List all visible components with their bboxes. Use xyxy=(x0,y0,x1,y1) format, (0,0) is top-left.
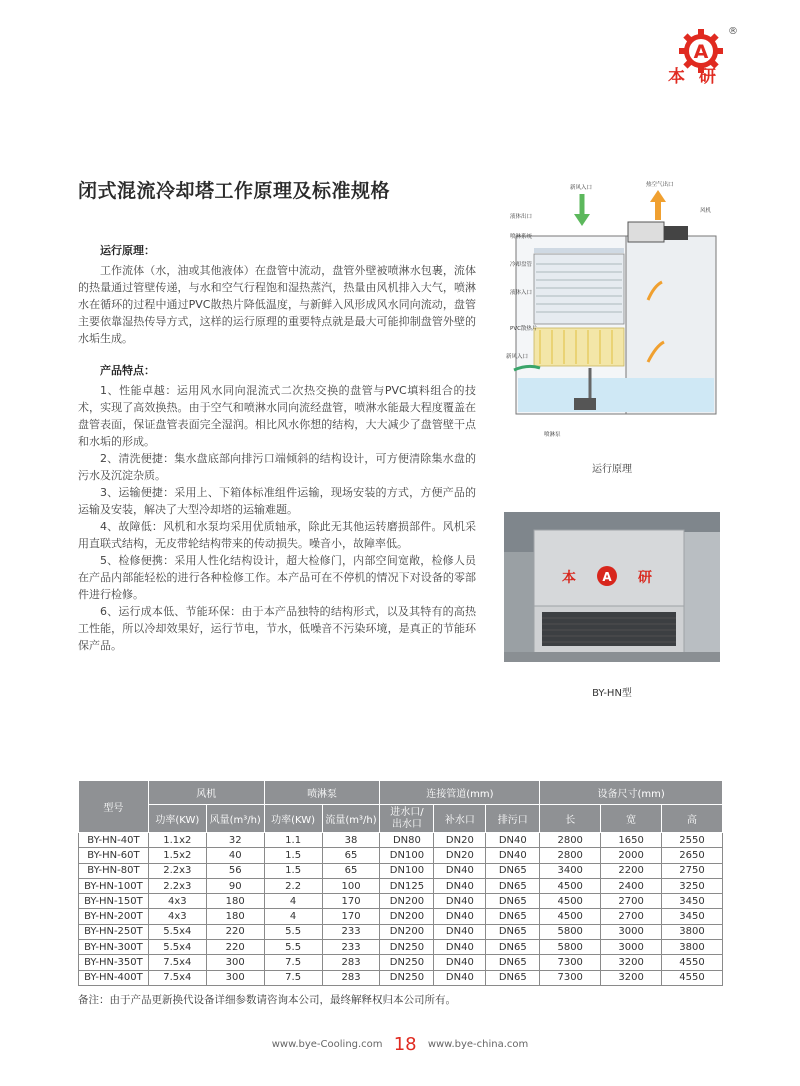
table-cell: BY-HN-400T xyxy=(79,970,149,985)
table-cell: DN40 xyxy=(434,863,486,878)
table-cell: BY-HN-100T xyxy=(79,878,149,893)
table-cell: 56 xyxy=(206,863,264,878)
table-cell: DN80 xyxy=(380,833,434,848)
table-cell: DN200 xyxy=(380,894,434,909)
table-cell: DN40 xyxy=(434,909,486,924)
table-cell: 180 xyxy=(206,909,264,924)
table-cell: 180 xyxy=(206,894,264,909)
photo-brand-right: 研 xyxy=(638,570,652,586)
table-cell: 3800 xyxy=(662,940,723,955)
table-cell: DN40 xyxy=(434,970,486,985)
photo-brand-left: 本 xyxy=(562,570,576,586)
table-cell: BY-HN-80T xyxy=(79,863,149,878)
table-cell: 2650 xyxy=(662,848,723,863)
page-title: 闭式混流冷却塔工作原理及标准规格 xyxy=(78,180,391,202)
fresh-air-arrow-head xyxy=(574,214,590,226)
footer-right-url[interactable]: www.bye-china.com xyxy=(427,1039,529,1050)
coil-section xyxy=(534,254,624,324)
table-row xyxy=(79,909,723,924)
registered-mark: ® xyxy=(728,26,738,37)
th-pump: 喷淋泵 xyxy=(264,781,380,805)
table-cell: 90 xyxy=(206,878,264,893)
th-fan: 风机 xyxy=(148,781,264,805)
table-cell: 233 xyxy=(322,924,380,939)
operation-heading: 运行原理： xyxy=(100,244,155,257)
operation-section xyxy=(78,242,476,347)
table-cell: DN65 xyxy=(486,970,540,985)
table-cell: DN40 xyxy=(486,848,540,863)
tower-intake-louver xyxy=(542,612,676,646)
table-cell: 4500 xyxy=(540,909,601,924)
table-cell: 5800 xyxy=(540,940,601,955)
th-size: 设备尺寸(mm) xyxy=(540,781,723,805)
th-pump-flow: 流量(m³/h) xyxy=(322,805,380,833)
operation-body: 工作流体（水，油或其他液体）在盘管中流动，盘管外壁被喷淋水包裹，流体的热量通过管壁传递，与水和空气行程饱和湿热蒸汽，热量由风机排入大气，喷淋水在循环的过程中通过PVC散热片降低温度，与新鲜入风形成风水同向流动，盘管主要依靠湿热传导方式，这样的运行原理的重要特点就是最大可能抑制盘管外壁的水垢生成。 xyxy=(78,264,476,345)
table-cell: 5.5 xyxy=(264,924,322,939)
label-fan: 风机 xyxy=(700,208,712,214)
brand-logo xyxy=(666,26,738,87)
table-cell: DN65 xyxy=(486,955,540,970)
table-cell: 3450 xyxy=(662,909,723,924)
th-height: 高 xyxy=(662,805,723,833)
features-heading: 产品特点： xyxy=(100,364,155,377)
table-cell: 1650 xyxy=(601,833,662,848)
table-cell: DN200 xyxy=(380,909,434,924)
table-row xyxy=(79,833,723,848)
table-cell: 4 xyxy=(264,894,322,909)
table-row xyxy=(79,894,723,909)
features-section xyxy=(78,362,476,654)
table-cell: 3800 xyxy=(662,924,723,939)
table-cell: 300 xyxy=(206,970,264,985)
water-basin xyxy=(518,378,714,412)
table-cell: 65 xyxy=(322,848,380,863)
table-cell: 7300 xyxy=(540,970,601,985)
th-inout xyxy=(380,805,434,833)
th-pump-power: 功率(KW) xyxy=(264,805,322,833)
th-length: 长 xyxy=(540,805,601,833)
table-cell: 1.5 xyxy=(264,848,322,863)
table-cell: 3400 xyxy=(540,863,601,878)
feature-item-4: 4、故障低：风机和水泵均采用优质轴承，除此无其他运转磨损部件。风机采用直联式结构，无皮带轮结构带来的传动损失。噪音小，故障率低。 xyxy=(78,520,476,550)
table-cell: 233 xyxy=(322,940,380,955)
spec-table xyxy=(78,780,723,986)
table-cell: 7.5x4 xyxy=(148,955,206,970)
label-fresh-air-top: 新风入口 xyxy=(570,185,593,191)
table-cell: 5.5x4 xyxy=(148,924,206,939)
table-cell: DN20 xyxy=(434,833,486,848)
th-inout-line1: 进水口/ xyxy=(390,806,424,818)
label-coil: 冷却盘管 xyxy=(510,262,533,268)
table-row xyxy=(79,863,723,878)
th-fan-air: 风量(m³/h) xyxy=(206,805,264,833)
table-cell: 4550 xyxy=(662,970,723,985)
th-inout-line2: 出水口 xyxy=(391,818,422,830)
table-cell: BY-HN-150T xyxy=(79,894,149,909)
table-cell: DN65 xyxy=(486,940,540,955)
table-cell: 300 xyxy=(206,955,264,970)
feature-item-1: 1、性能卓越：运用风水同向混流式二次热交换的盘管与PVC填料组合的技术，实现了高效换热。由于空气和喷淋水同向流经盘管，喷淋水能最大程度覆盖在盘管表面，保证盘管表面完全湿润。相比风水你想的结构，大大减少了盘管壁干点和水垢的形成。 xyxy=(78,384,476,448)
table-cell: 2.2 xyxy=(264,878,322,893)
table-cell: 283 xyxy=(322,955,380,970)
table-row xyxy=(79,955,723,970)
table-cell: 2800 xyxy=(540,848,601,863)
photo-emblem-letter: A xyxy=(602,570,612,584)
table-cell: 4500 xyxy=(540,894,601,909)
working-principle-diagram xyxy=(504,172,720,440)
spray-nozzles xyxy=(534,248,624,253)
feature-item-5: 5、检修便携：采用人性化结构设计，超大检修门，内部空间宽敞，检修人员在产品内部能轻松的进行各种检修工作。本产品可在不停机的情况下对设备的零部件进行检修。 xyxy=(78,554,476,601)
table-cell: DN250 xyxy=(380,955,434,970)
table-cell: 3200 xyxy=(601,970,662,985)
table-cell: DN65 xyxy=(486,878,540,893)
table-cell: 7.5 xyxy=(264,955,322,970)
page-number: 18 xyxy=(393,1034,417,1055)
label-pvc: PVC散热片 xyxy=(510,326,538,332)
label-humid-air-out: 热空气出口 xyxy=(646,182,674,188)
table-cell: 2400 xyxy=(601,878,662,893)
table-cell: BY-HN-200T xyxy=(79,909,149,924)
table-cell: 32 xyxy=(206,833,264,848)
feature-item-2: 2、清洗便捷：集水盘底部向排污口端倾斜的结构设计，可方便清除集水盘的污水及沉淀杂质。 xyxy=(78,452,476,482)
feature-item-6: 6、运行成本低、节能环保：由于本产品独特的结构形式，以及其特有的高热工性能，所以冷却效果好，运行节电，节水，低噪音不污染环境，是真正的节能环保产品。 xyxy=(78,605,476,652)
table-cell: DN100 xyxy=(380,863,434,878)
table-cell: 4x3 xyxy=(148,909,206,924)
table-note: 备注：由于产品更新换代设备详细参数请咨询本公司，最终解释权归本公司所有。 xyxy=(78,994,456,1006)
table-cell: 3450 xyxy=(662,894,723,909)
label-spray: 喷淋系统 xyxy=(510,234,533,240)
table-cell: 5800 xyxy=(540,924,601,939)
label-pump: 喷淋泵 xyxy=(544,432,561,438)
logo-brand-text: 本研 xyxy=(668,67,730,87)
table-row xyxy=(79,970,723,985)
table-cell: 283 xyxy=(322,970,380,985)
table-cell: DN40 xyxy=(434,955,486,970)
table-cell: 100 xyxy=(322,878,380,893)
table-cell: 2550 xyxy=(662,833,723,848)
table-cell: 40 xyxy=(206,848,264,863)
label-fresh-air-side: 新风入口 xyxy=(506,354,529,360)
table-cell: 1.1 xyxy=(264,833,322,848)
table-cell: 2750 xyxy=(662,863,723,878)
photo-caption: BY-HN型 xyxy=(592,688,632,699)
table-cell: 3200 xyxy=(601,955,662,970)
diagram-caption: 运行原理 xyxy=(592,464,632,475)
table-cell: DN65 xyxy=(486,894,540,909)
footer-left-url[interactable]: www.bye-Cooling.com xyxy=(271,1039,383,1050)
table-cell: 220 xyxy=(206,924,264,939)
table-cell: 7.5x4 xyxy=(148,970,206,985)
table-cell: 2.2x3 xyxy=(148,863,206,878)
table-cell: 1.5 xyxy=(264,863,322,878)
hot-air-arrow-head xyxy=(650,190,666,202)
product-photo xyxy=(504,512,720,662)
table-row xyxy=(79,878,723,893)
table-cell: 65 xyxy=(322,863,380,878)
table-cell: 2.2x3 xyxy=(148,878,206,893)
table-cell: 1.1x2 xyxy=(148,833,206,848)
table-cell: DN65 xyxy=(486,909,540,924)
th-pipe: 连接管道(mm) xyxy=(380,781,540,805)
table-cell: DN125 xyxy=(380,878,434,893)
table-cell: 170 xyxy=(322,909,380,924)
fan-housing xyxy=(628,222,664,242)
table-cell: 38 xyxy=(322,833,380,848)
th-width: 宽 xyxy=(601,805,662,833)
label-fluid-in: 液体入口 xyxy=(510,290,533,296)
table-cell: DN65 xyxy=(486,924,540,939)
photo-ground xyxy=(504,652,720,662)
table-cell: 3250 xyxy=(662,878,723,893)
th-drain: 排污口 xyxy=(486,805,540,833)
table-cell: DN40 xyxy=(486,833,540,848)
spec-table-body xyxy=(79,833,723,986)
table-cell: BY-HN-60T xyxy=(79,848,149,863)
table-row xyxy=(79,848,723,863)
table-cell: 4 xyxy=(264,909,322,924)
page-footer xyxy=(0,1034,800,1055)
table-cell: 2700 xyxy=(601,894,662,909)
pump-body xyxy=(574,398,596,410)
table-cell: DN20 xyxy=(434,848,486,863)
table-cell: DN40 xyxy=(434,878,486,893)
table-cell: 2700 xyxy=(601,909,662,924)
table-cell: DN250 xyxy=(380,940,434,955)
pvc-fill xyxy=(534,328,624,366)
th-model: 型号 xyxy=(79,781,149,833)
logo-emblem-letter: A xyxy=(693,41,709,63)
table-cell: DN200 xyxy=(380,924,434,939)
table-cell: 1.5x2 xyxy=(148,848,206,863)
table-cell: DN40 xyxy=(434,924,486,939)
table-cell: 7300 xyxy=(540,955,601,970)
table-cell: BY-HN-40T xyxy=(79,833,149,848)
label-fluid-out: 液体出口 xyxy=(510,214,533,220)
table-cell: 7.5 xyxy=(264,970,322,985)
table-cell: BY-HN-250T xyxy=(79,924,149,939)
table-cell: 170 xyxy=(322,894,380,909)
table-cell: BY-HN-350T xyxy=(79,955,149,970)
table-cell: 2200 xyxy=(601,863,662,878)
table-cell: 5.5 xyxy=(264,940,322,955)
table-cell: 4500 xyxy=(540,878,601,893)
table-cell: 3000 xyxy=(601,940,662,955)
table-row xyxy=(79,940,723,955)
table-cell: DN250 xyxy=(380,970,434,985)
table-cell: 3000 xyxy=(601,924,662,939)
feature-item-3: 3、运输便捷：采用上、下箱体标准组件运输，现场安装的方式，方便产品的运输及安装，解决了大型冷却塔的运输难题。 xyxy=(78,486,476,516)
table-cell: BY-HN-300T xyxy=(79,940,149,955)
table-cell: DN40 xyxy=(434,894,486,909)
table-cell: 2000 xyxy=(601,848,662,863)
th-fan-power: 功率(KW) xyxy=(148,805,206,833)
table-cell: 4x3 xyxy=(148,894,206,909)
fan-motor xyxy=(664,226,688,240)
table-cell: 4550 xyxy=(662,955,723,970)
table-cell: DN65 xyxy=(486,863,540,878)
th-makeup: 补水口 xyxy=(434,805,486,833)
table-row xyxy=(79,924,723,939)
table-cell: 2800 xyxy=(540,833,601,848)
photo-side-structure xyxy=(680,532,720,662)
table-cell: 5.5x4 xyxy=(148,940,206,955)
table-cell: DN40 xyxy=(434,940,486,955)
table-cell: 220 xyxy=(206,940,264,955)
table-cell: DN100 xyxy=(380,848,434,863)
